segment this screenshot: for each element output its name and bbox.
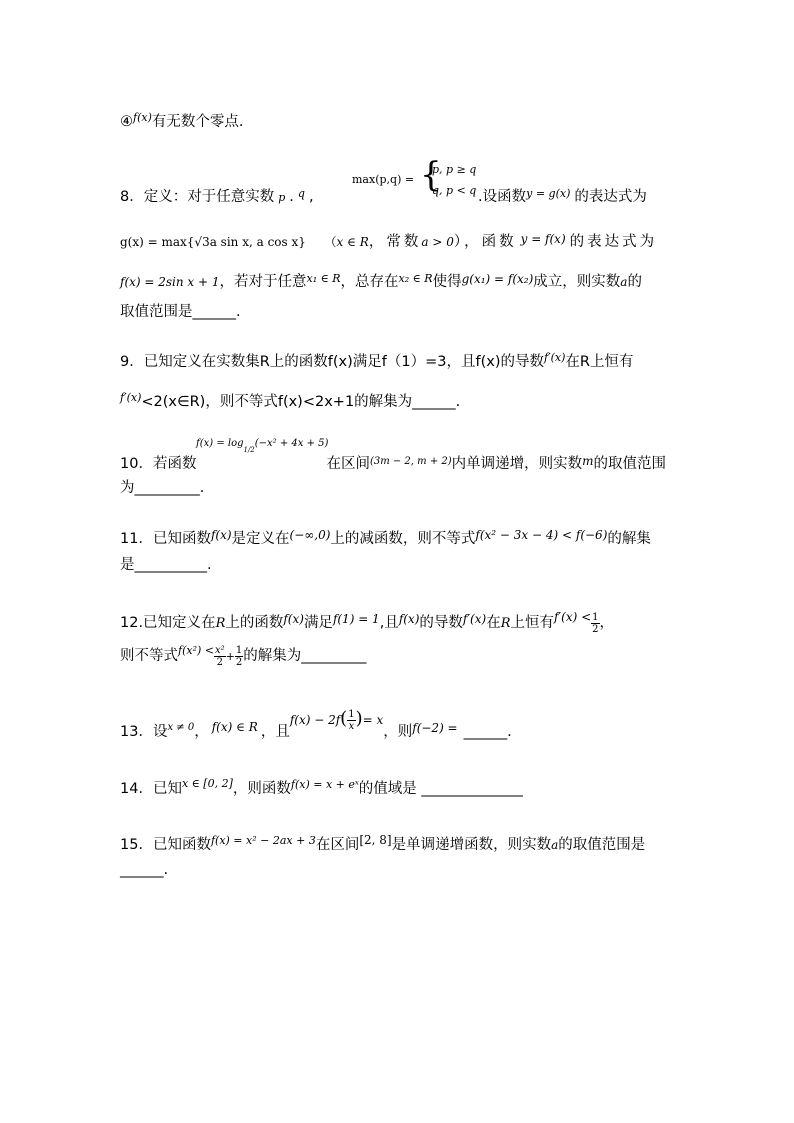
q12-frac1-den: 2	[216, 656, 223, 668]
q12-frac2-num: 1	[235, 644, 243, 656]
q10-text-d: 的取值范围	[593, 456, 667, 472]
q11-text-a: 11．已知函数	[120, 531, 211, 547]
q14-fdef: f(x) = x + eˣ	[290, 778, 359, 791]
q8-a0: a > 0	[421, 235, 454, 249]
q12-fp: f′(x)	[462, 612, 487, 626]
q12-R: R	[215, 616, 226, 631]
q9-text-a: 9．已知定义在实数集R上的函数f(x)满足f（1）=3，且f(x)的导数	[120, 354, 545, 370]
q7-text: 有无数个零点.	[151, 114, 244, 130]
q8-text-2d: 的表达式为	[569, 234, 658, 250]
q10-m: m	[582, 454, 594, 468]
q8-case1: p, p ≥ q	[432, 163, 477, 176]
q12-half-den: 2	[592, 623, 599, 635]
q10-line1	[120, 452, 666, 473]
q12-R2: R	[500, 616, 511, 631]
q12-text-e: 的导数	[419, 615, 463, 631]
q12-line1	[120, 611, 614, 635]
q8-max-lhs: max(p,q) =	[352, 173, 415, 186]
q8-yf: y = f(x)	[520, 232, 566, 246]
q13-eq-a: f(x) − 2f	[289, 713, 341, 727]
q15-line2: ______.	[120, 862, 169, 878]
q13-text-c: ，且	[260, 724, 290, 740]
q13-fxR: f(x) ∈ R	[211, 720, 258, 734]
q12-frac1	[214, 645, 226, 668]
q8-text-2a: （	[324, 235, 337, 249]
q13-lparen: (	[340, 708, 348, 729]
q8-a: a	[620, 275, 628, 289]
q7-item4-line	[120, 110, 243, 131]
q13-rparen: )	[355, 708, 363, 729]
q12-f1: f(1) = 1	[332, 612, 380, 626]
q8-comma: ,	[308, 189, 314, 205]
q12-text-g: 上恒有	[510, 615, 554, 631]
q11-line1	[120, 527, 651, 548]
q14-xin: x ∈ [0, 2]	[181, 777, 233, 790]
q11-ineq: f(x² − 3x − 4) < f(−6)	[475, 528, 608, 542]
q8-text-2c: ），函数	[453, 234, 517, 250]
q13-text-a: 13．设	[120, 724, 168, 740]
q11-line2: 是__________.	[120, 557, 212, 573]
q13-fm2: f(−2) =	[412, 721, 458, 735]
q12-text-a: 12.已知定义在	[120, 615, 216, 631]
q8-text-2b: ，常数	[368, 234, 422, 250]
q8-text-b: .设函数	[478, 189, 527, 205]
q13-line1	[120, 708, 512, 744]
q8-p: p	[278, 191, 286, 204]
q8-text-3e: 的	[627, 274, 642, 290]
q8-gdef: g(x) = max{√3a sin x, a cos x}	[120, 235, 306, 249]
q9-text-b: 在R上恒有	[565, 354, 634, 370]
q12-text-c: 满足	[303, 615, 333, 631]
q10-fdef	[196, 438, 329, 454]
q8-x1R: x₁ ∈ R	[306, 272, 341, 285]
q8-brace: {	[420, 155, 442, 195]
q8-x2R: x₂ ∈ R	[398, 272, 433, 285]
q13-eq-b: = x	[362, 713, 384, 727]
q8-text-a: 8．定义：对于任意实数	[120, 189, 275, 205]
q12-text-d: ,且	[379, 615, 399, 631]
q10-base: 1/2	[243, 446, 255, 454]
q12-text-2a: 则不等式	[120, 648, 178, 664]
q14-text-c: 的值域是 ______________	[358, 781, 523, 797]
q8-dot: .	[289, 189, 294, 205]
q10-line2: 为_________.	[120, 480, 205, 496]
q10-text-c: 内单调递增，则实数	[451, 456, 583, 472]
q15-text-a: 15．已知函数	[120, 837, 211, 853]
q12-frac1-num: x²	[214, 644, 225, 656]
q13-frac-den: x	[348, 720, 355, 732]
q15-text-b: 在区间	[315, 837, 360, 853]
q7-fx: f(x)	[133, 111, 152, 124]
q10-interval: (3m − 2, m + 2)	[369, 456, 452, 467]
q8-line1b	[478, 185, 647, 206]
q9-fp: f′(x)	[544, 351, 566, 364]
q13-xne0: x ≠ 0	[167, 722, 195, 733]
q8-line1	[120, 185, 314, 206]
q12-half-num: 1	[592, 611, 599, 623]
q13-text-d: ，则	[383, 724, 413, 740]
q10-log: f(x) = log	[196, 438, 244, 449]
q8-text-3a: ，若对于任意	[219, 274, 307, 290]
q12-plus: +	[225, 650, 235, 663]
q10-arg: (−x² + 4x + 5)	[254, 438, 329, 449]
q13-text-e: ______.	[463, 724, 512, 740]
q15-fdef: f(x) = x² − 2ax + 3	[210, 834, 316, 847]
q8-text-3b: ，总存在	[340, 274, 399, 290]
q11-text-c: 上的减函数，则不等式	[330, 531, 476, 547]
q8-text-3c: 使得	[432, 274, 462, 290]
q9-fp2: f′(x)	[120, 391, 142, 404]
q8-case2: q, p < q	[432, 184, 477, 197]
q12-text-f: 在	[486, 615, 501, 631]
q12-fx: f(x)	[283, 612, 304, 626]
q8-text-c: 的表达式为	[574, 189, 647, 205]
q13-frac	[347, 709, 355, 732]
q12-text-h: ，	[599, 615, 615, 631]
q8-text-3d: 成立，则实数	[533, 274, 621, 290]
q10-text-b: 在区间	[326, 456, 370, 472]
q15-a: a	[551, 838, 559, 852]
q13-frac-num: 1	[348, 708, 355, 720]
q8-fdef: f(x) = 2sin x + 1	[120, 275, 220, 289]
q14-text-b: ，则函数	[232, 781, 291, 797]
q12-ineq-a: f(x²) <	[178, 644, 214, 657]
q11-text-b: 是定义在	[231, 531, 290, 547]
q9-line1	[120, 350, 633, 371]
q15-text-d: 的取值范围是	[558, 837, 646, 853]
q15-interval: [2, 8]	[359, 833, 392, 847]
q12-fx2: f(x)	[398, 612, 420, 626]
q8-line4: 取值范围是______.	[120, 304, 241, 320]
q8-xR: x ∈ R	[336, 235, 369, 249]
q12-line2	[120, 644, 366, 668]
q9-line2	[120, 390, 460, 411]
q11-text-d: 的解集	[607, 531, 651, 547]
q8-line3	[120, 270, 642, 291]
q12-half	[591, 612, 599, 635]
q14-text-a: 14．已知	[120, 781, 182, 797]
q11-fx: f(x)	[210, 528, 232, 542]
q15-line1	[120, 833, 645, 854]
q11-interval: (−∞,0)	[289, 528, 331, 542]
q8-line2	[120, 230, 657, 251]
q7-item-number: ④	[120, 114, 133, 130]
q12-text-b: 上的函数	[225, 615, 284, 631]
q8-yg: y = g(x)	[526, 187, 571, 200]
q14-line1	[120, 777, 523, 798]
q8-geq: g(x₁) = f(x₂)	[461, 272, 534, 286]
q10-text-a: 10．若函数	[120, 456, 197, 472]
q13-text-b: ，	[194, 724, 209, 740]
q15-text-c: 是单调递增函数，则实数	[391, 837, 552, 853]
q12-frac2-den: 2	[235, 656, 243, 668]
q12-fp2: f′(x) <	[553, 610, 592, 624]
q9-text-2: <2(x∈R)，则不等式f(x)<2x+1的解集为______.	[141, 394, 461, 410]
q12-frac2	[235, 645, 243, 668]
q8-q: q	[297, 187, 305, 200]
q12-text-2b: 的解集为_________	[243, 648, 367, 664]
